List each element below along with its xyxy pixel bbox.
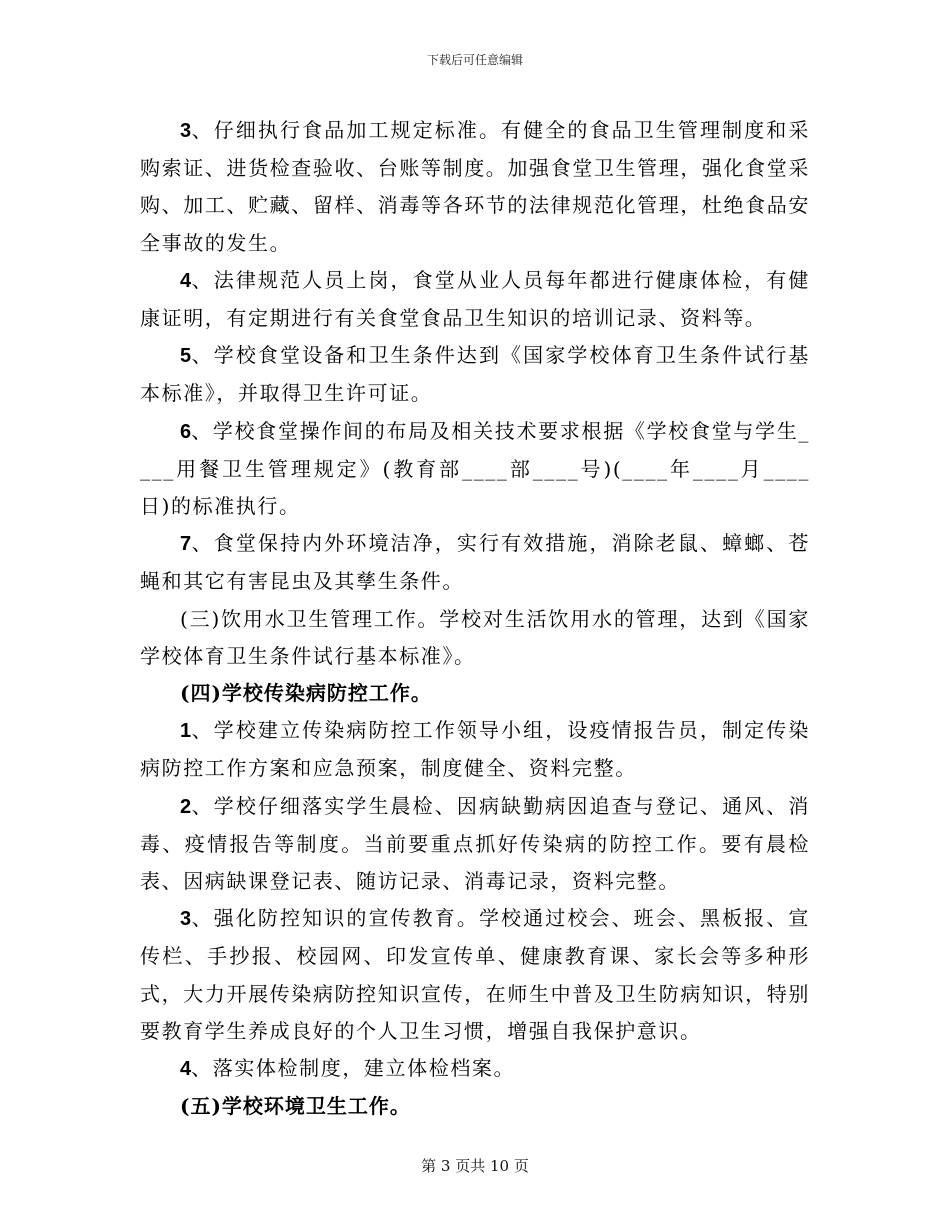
paragraph-text: 、学校建立传染病防控工作领导小组，设疫情报告员，制定传染病防控工作方案和应急预案，制度健全、资料完整。 xyxy=(140,718,810,781)
paragraph-number: 7 xyxy=(180,533,192,556)
paragraph-item-2-morning-check xyxy=(140,788,810,901)
section-heading-4-disease-control xyxy=(140,675,810,712)
paragraph-text: (三)饮用水卫生管理工作。学校对生活饮用水的管理，达到《国家学校体育卫生条件试行基本标准》。 xyxy=(140,606,810,668)
paragraph-number: 5 xyxy=(180,345,192,368)
paragraph-number: 1 xyxy=(180,720,192,743)
paragraph-text: 、学校仔细落实学生晨检、因病缺勤病因追查与登记、通风、消毒、疫情报告等制度。当前要重点抓好传染病的防控工作。要有晨检表、因病缺课登记表、随访记录、消毒记录，资料完整。 xyxy=(140,793,810,894)
paragraph-text: 、学校食堂设备和卫生条件达到《国家学校体育卫生条件试行基本标准》，并取得卫生许可证。 xyxy=(140,343,810,406)
paragraph-number: 6 xyxy=(180,420,192,443)
paragraph-number: 3 xyxy=(180,908,192,931)
paragraph-text: 、学校食堂操作间的布局及相关技术要求根据《学校食堂与学生____用餐卫生管理规定》(教育部____部____号)(____年____月____日)的标准执行。 xyxy=(140,418,810,519)
paragraph-item-4-staff xyxy=(140,262,810,337)
document-body xyxy=(140,112,810,1125)
paragraph-item-4-physical-exam xyxy=(140,1050,810,1088)
paragraph-number: 4 xyxy=(180,269,192,292)
paragraph-item-3-education xyxy=(140,900,810,1050)
paragraph-text: 、落实体检制度，建立体检档案。 xyxy=(191,1056,516,1081)
paragraph-text: 、食堂保持内外环境洁净，实行有效措施，消除老鼠、蟑螂、苍蝇和其它有害昆虫及其孳生条件。 xyxy=(140,531,810,594)
heading-text: (四)学校传染病防控工作。 xyxy=(180,681,432,706)
paragraph-text: 、仔细执行食品加工规定标准。有健全的食品卫生管理制度和采购索证、进货检查验收、台账等制度。加强食堂卫生管理，强化食堂采购、加工、贮藏、留样、消毒等各环节的法律规范化管理，杜绝食品安全事故的发生。 xyxy=(140,118,810,255)
paragraph-item-6-layout xyxy=(140,413,810,526)
paragraph-item-3-canteen xyxy=(140,112,810,262)
paragraph-number: 4 xyxy=(180,1058,192,1081)
paragraph-number: 2 xyxy=(180,795,192,818)
section-heading-5-environment xyxy=(140,1088,810,1125)
paragraph-item-5-equipment xyxy=(140,337,810,412)
paragraph-item-7-environment xyxy=(140,525,810,600)
paragraph-section-3-water xyxy=(140,601,810,675)
paragraph-number: 3 xyxy=(180,120,192,142)
page-header-note: 下载后可任意编辑 xyxy=(426,53,523,67)
paragraph-text: 、法律规范人员上岗，食堂从业人员每年都进行健康体检，有健康证明，有定期进行有关食堂食品卫生知识的培训记录、资料等。 xyxy=(140,267,810,331)
heading-text: (五)学校环境卫生工作。 xyxy=(180,1094,411,1119)
paragraph-text: 、强化防控知识的宣传教育。学校通过校会、班会、黑板报、宣传栏、手抄报、校园网、印发宣传单、健康教育课、家长会等多种形式，大力开展传染病防控知识宣传，在师生中普及卫生防病知识，特别要教育学生养成良好的个人卫生习惯，增强自我保护意识。 xyxy=(140,906,810,1043)
paragraph-item-1-leadership xyxy=(140,712,810,787)
page-number-indicator: 第 3 页共 10 页 xyxy=(421,1157,529,1175)
